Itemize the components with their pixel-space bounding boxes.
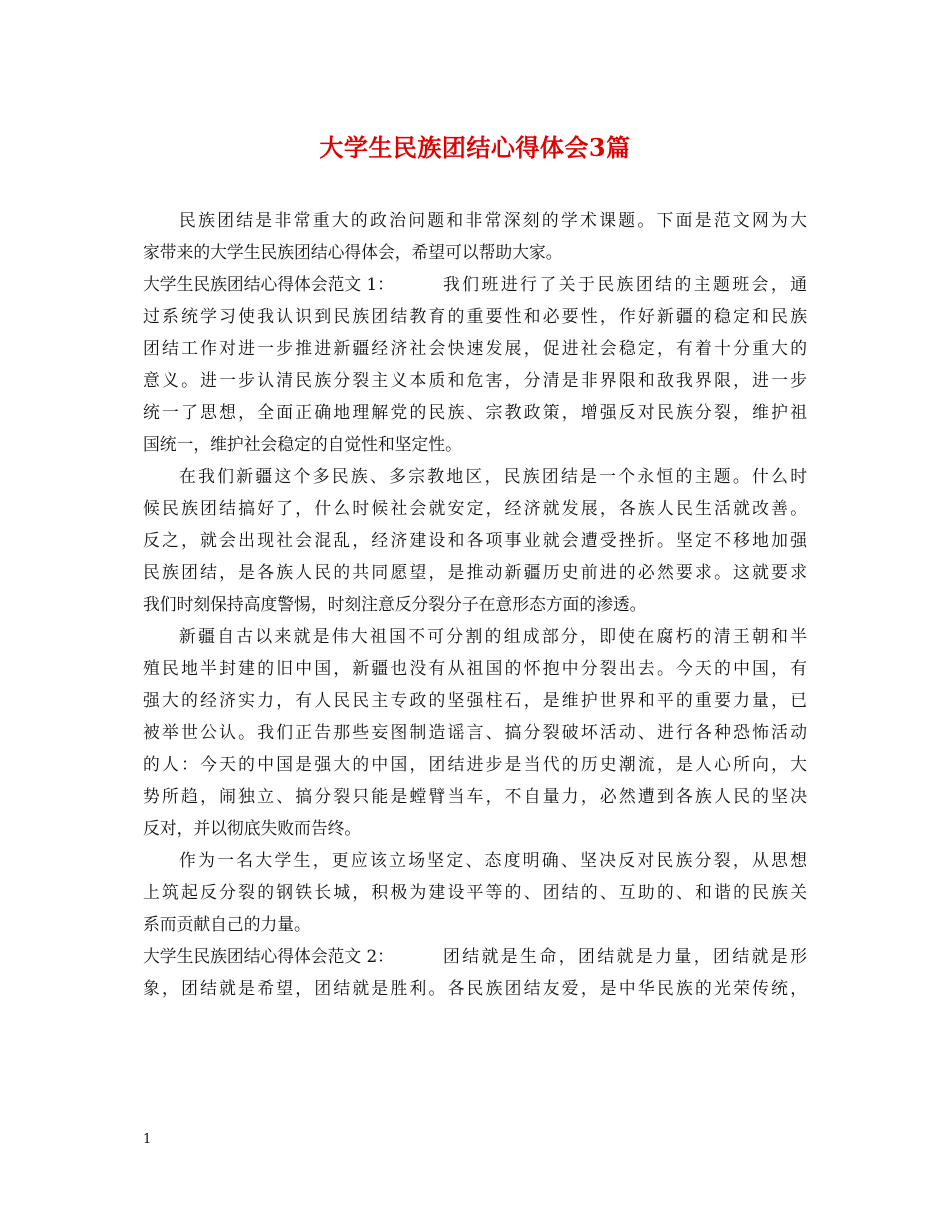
paragraph-line: 我们时刻保持高度警惕，时刻注意反分裂分子在意形态方面的渗透。 — [143, 594, 647, 614]
paragraph-line: 民族团结，是各族人民的共同愿望，是推动新疆历史前进的必然要求。这就要求 — [143, 562, 807, 582]
paragraph-line: 势所趋，闹独立、搞分裂只能是螳臂当车，不自量力，必然遭到各族人民的坚决 — [143, 786, 807, 806]
section-label: 大学生民族团结心得体会范文 2： — [143, 946, 394, 966]
paragraph-line: 强大的经济实力，有人民民主专政的坚强柱石，是维护世界和平的重要力量，已 — [143, 690, 807, 710]
paragraph-first-line: 新疆自古以来就是伟大祖国不可分割的组成部分，即使在腐朽的清王朝和半 — [179, 626, 807, 646]
paragraph-first-line: 作为一名大学生，更应该立场坚定、态度明确、坚决反对民族分裂，从思想 — [179, 850, 807, 870]
section-text: 我们班进行了关于民族团结的主题班会，通 — [443, 274, 807, 294]
page-number: 1 — [143, 1132, 152, 1147]
paragraph-line: 上筑起反分裂的钢铁长城，积极为建设平等的、团结的、互助的、和谐的民族关 — [143, 882, 807, 902]
paragraph-line: 象，团结就是希望，团结就是胜利。各民族团结友爱，是中华民族的光荣传统， — [143, 978, 807, 998]
paragraph-line: 被举世公认。我们正告那些妄图制造谣言、搞分裂破坏活动、进行各种恐怖活动 — [143, 722, 807, 742]
paragraph-line: 反对，并以彻底失败而告终。 — [143, 818, 362, 838]
section-heading-line — [143, 268, 807, 300]
document-body — [143, 204, 807, 1004]
section-text: 团结就是生命，团结就是力量，团结就是形 — [443, 946, 807, 966]
page-title: 大学生民族团结心得体会3篇 — [319, 133, 631, 162]
paragraph-line: 过系统学习使我认识到民族团结教育的重要性和必要性，作好新疆的稳定和民族 — [143, 306, 807, 326]
paragraph-first-line: 民族团结是非常重大的政治问题和非常深刻的学术课题。下面是范文网为大 — [179, 210, 807, 230]
paragraph-line: 团结工作对进一步推进新疆经济社会快速发展，促进社会稳定，有着十分重大的 — [143, 338, 807, 358]
paragraph-line: 候民族团结搞好了，什么时候社会就安定，经济就发展，各族人民生活就改善。 — [143, 498, 807, 518]
paragraph-line: 反之，就会出现社会混乱，经济建设和各项事业就会遭受挫折。坚定不移地加强 — [143, 530, 807, 550]
paragraph-line: 国统一，维护社会稳定的自觉性和坚定性。 — [143, 434, 462, 454]
paragraph-line: 意义。进一步认清民族分裂主义本质和危害，分清是非界限和敌我界限，进一步 — [143, 370, 807, 390]
paragraph-line: 家带来的大学生民族团结心得体会，希望可以帮助大家。 — [143, 242, 563, 262]
section-heading-line — [143, 940, 807, 972]
paragraph-line: 统一了思想，全面正确地理解党的民族、宗教政策，增强反对民族分裂，维护祖 — [143, 402, 807, 422]
paragraph-line: 殖民地半封建的旧中国，新疆也没有从祖国的怀抱中分裂出去。今天的中国，有 — [143, 658, 807, 678]
section-label: 大学生民族团结心得体会范文 1： — [143, 274, 394, 294]
paragraph-first-line: 在我们新疆这个多民族、多宗教地区，民族团结是一个永恒的主题。什么时 — [179, 466, 807, 486]
paragraph-line: 的人：今天的中国是强大的中国，团结进步是当代的历史潮流，是人心所向，大 — [143, 754, 807, 774]
paragraph-line: 系而贡献自己的力量。 — [143, 914, 311, 934]
